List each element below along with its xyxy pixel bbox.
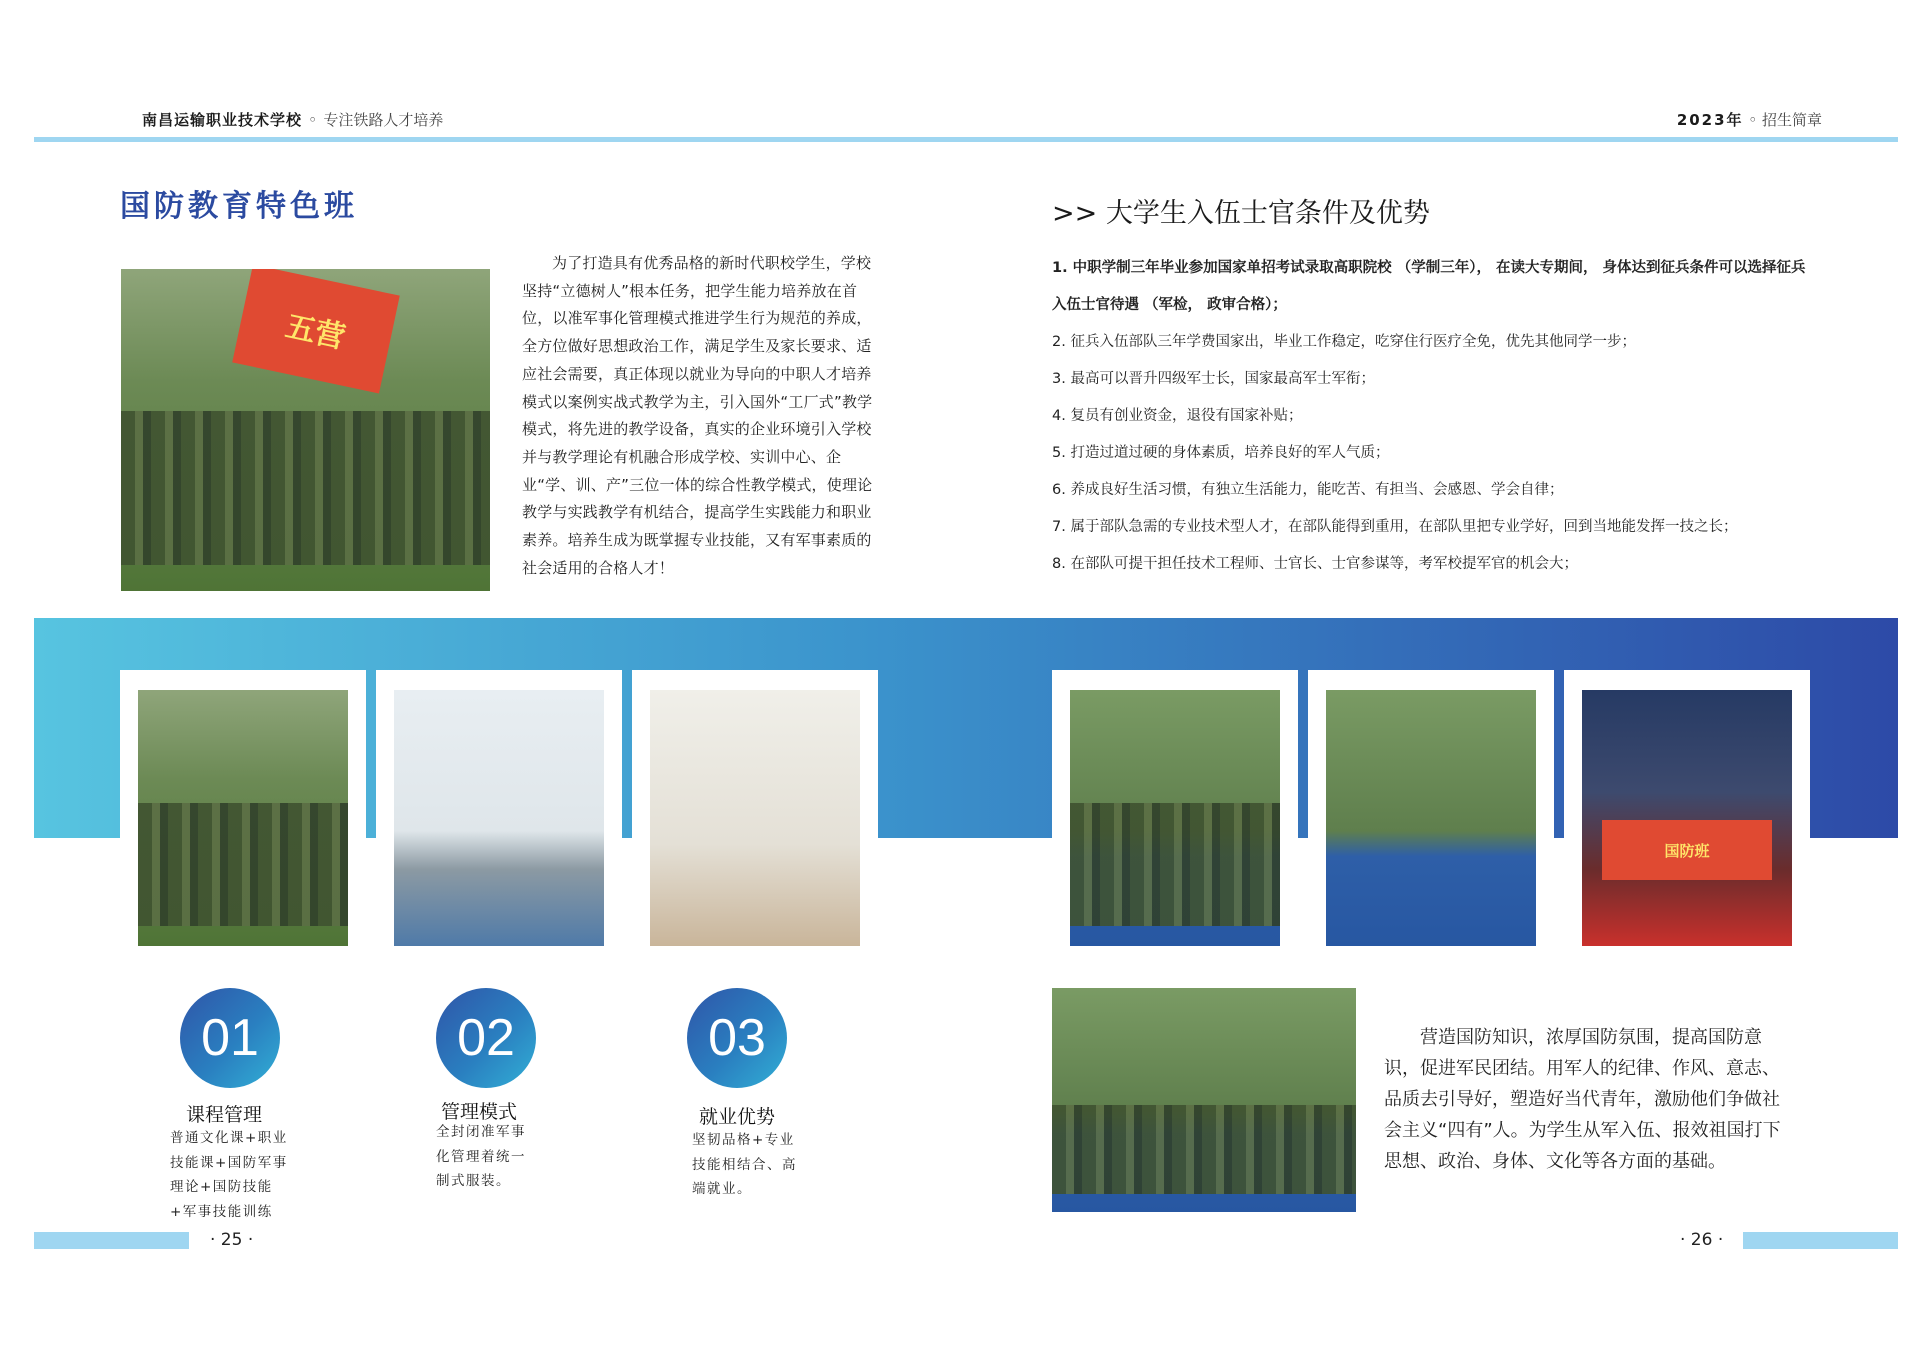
page-title-left: 国防教育特色班 [120, 189, 358, 224]
feature-number: 01 [180, 988, 280, 1088]
condition-item: 5. 打造过道过硬的身体素质，培养良好的军人气质； [1052, 445, 1390, 461]
brochure-year: 2023年 [1676, 111, 1744, 129]
page-number-right: · 26 · [1680, 1230, 1724, 1250]
photo-soldiers-shape [121, 411, 490, 566]
feature-number: 02 [436, 988, 536, 1088]
condition-item: 1. 中职学制三年毕业参加国家单招考试录取高职院校 （学制三年）， 在读大专期间， 身体达到征兵条件可以选择征兵入伍士官待遇 （军检， 政审合格）； [1052, 260, 1806, 313]
photo-march-step [1326, 690, 1536, 946]
photo-frame [1564, 670, 1810, 942]
header-sep-left: ◦ [308, 111, 318, 129]
feature-desc: 全封闭准军事化管理着统一制式服装。 [436, 1124, 526, 1189]
photo-frame [376, 670, 622, 942]
class-banner: 国防班 [1602, 820, 1772, 880]
outro-paragraph: 营造国防知识，浓厚国防氛围，提高国防意识，促进军民团结。用军人的纪律、作风、意志、品质去引导好，塑造好当代青年，激励他们争做社会主义“四有”人。为学生从军入伍、报效祖国打下思想、政治、身体、文化等各方面的基础。 [1384, 1027, 1781, 1172]
flag-banner: 五营 [232, 269, 400, 394]
feature-title: 就业优势 [699, 1106, 776, 1128]
photo-line-drill [1070, 690, 1280, 946]
condition-item: 8. 在部队可提干担任技术工程师、士官长、士官参谋等，考军校提军官的机会大； [1052, 556, 1578, 572]
photo-frame [120, 670, 366, 942]
photo-frame [1308, 670, 1554, 942]
condition-item: 3. 最高可以晋升四级军士长，国家最高军士军衔； [1052, 371, 1375, 387]
feature-desc: 普通文化课+职业技能课+国防军事理论+国防技能+军事技能训练 [170, 1130, 288, 1220]
feature-desc: 坚韧品格+专业技能相结合、高端就业。 [692, 1132, 797, 1197]
photo-flag-guard [1052, 988, 1356, 1212]
header-sep-right: ◦ [1748, 111, 1758, 129]
feature-title: 管理模式 [441, 1101, 518, 1123]
photo-frame [632, 670, 878, 942]
photo-dormitory [650, 690, 860, 946]
page-title-right: >> 大学生入伍士官条件及优势 [1052, 198, 1430, 229]
header-school [142, 109, 443, 130]
header-brochure [1677, 109, 1822, 130]
footer-bar-left [34, 1232, 189, 1249]
condition-item: 6. 养成良好生活习惯，有独立生活能力，能吃苦、有担当、会感恩、学会自律； [1052, 482, 1564, 498]
intro-paragraph: 为了打造具有优秀品格的新时代职校学生，学校坚持“立德树人”根本任务，把学生能力培养放在首位，以准军事化管理模式推进学生行为规范的养成，全方位做好思想政治工作，满足学生及家长要求、适应社会需要，真正体现以就业为导向的中职人才培养模式以案例实战式教学为主，引入国外“工厂式”教学模式，将先进的教学设备，真实的企业环境引入学校并与教学理论有机融合形成学校、实训中心、企业“学、训、产”三位一体的综合性教学模式，使理论教学与实践教学有机结合，提高学生实践能力和职业素养。培养生成为既掌握专业技能，又有军事素质的社会适用的合格人才！ [522, 254, 873, 577]
brochure-label: 招生简章 [1761, 111, 1822, 129]
photo-class-banner [1582, 690, 1792, 946]
condition-item: 4. 复员有创业资金，退役有国家补贴； [1052, 408, 1303, 424]
feature-employment [687, 988, 787, 1088]
photo-washroom [394, 690, 604, 946]
conditions-list [1052, 250, 1812, 583]
feature-number: 03 [687, 988, 787, 1088]
page-number-left: · 25 · [210, 1230, 254, 1250]
header-divider [34, 137, 1898, 142]
school-tagline: 专注铁路人才培养 [323, 111, 444, 129]
footer-bar-right [1743, 1232, 1898, 1249]
condition-item: 2. 征兵入伍部队三年学费国家出，毕业工作稳定，吃穿住行医疗全免，优先其他同学一步； [1052, 334, 1636, 350]
feature-course [180, 988, 280, 1088]
feature-management [436, 988, 536, 1088]
school-name: 南昌运输职业技术学校 [142, 111, 303, 129]
photo-salute-drill [138, 690, 348, 946]
photo-frame [1052, 670, 1298, 942]
feature-title: 课程管理 [186, 1104, 263, 1126]
photo-flag-team [121, 269, 490, 591]
condition-item: 7. 属于部队急需的专业技术型人才，在部队能得到重用，在部队里把专业学好，回到当地能发挥一技之长； [1052, 519, 1738, 535]
